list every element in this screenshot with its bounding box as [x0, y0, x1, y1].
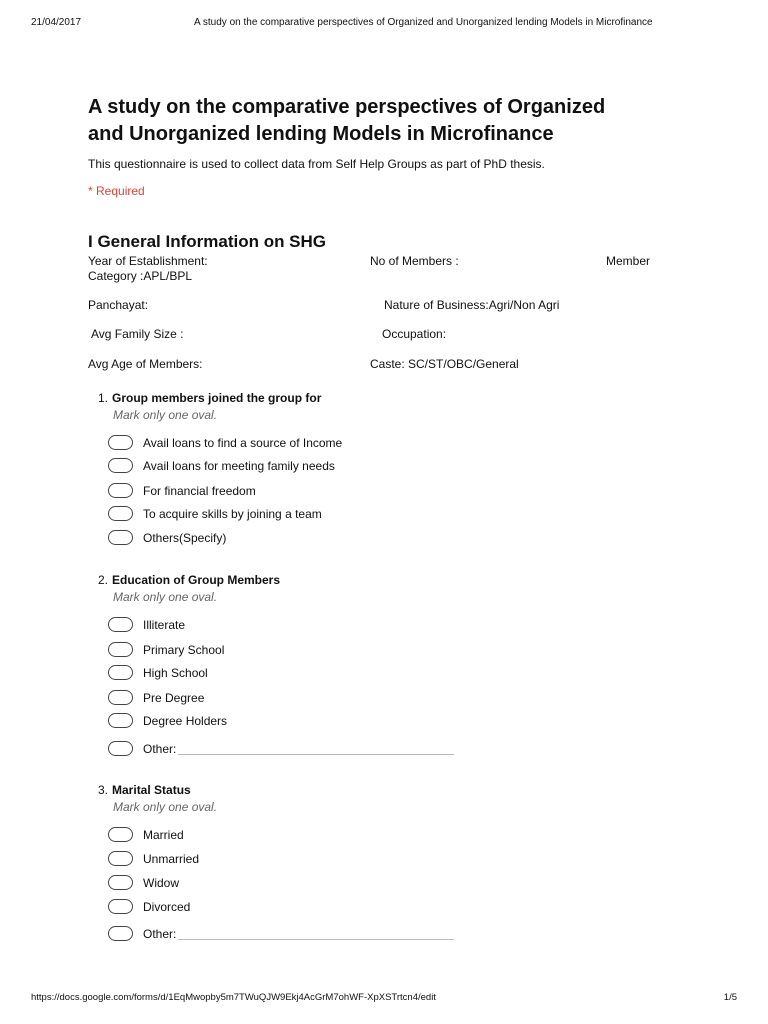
option-q1-5[interactable] [108, 530, 226, 545]
print-header-title: A study on the comparative perspectives of Organized and Unorganized lending Models in Microfinance [194, 17, 653, 28]
option-label: For financial freedom [143, 483, 256, 498]
option-label: Widow [143, 875, 180, 890]
panchayat-label: Panchayat: [88, 298, 149, 312]
question-number: 1. [98, 391, 109, 405]
section-title: I General Information on SHG [88, 232, 327, 251]
option-label: High School [143, 665, 208, 680]
option-q2-1[interactable] [108, 617, 185, 632]
radio-oval[interactable] [108, 617, 133, 632]
print-footer [31, 992, 737, 1003]
radio-oval[interactable] [108, 827, 133, 842]
form-title-line2: and Unorganized lending Models in Microfinance [88, 123, 554, 145]
option-label: Other: [143, 926, 177, 941]
no-of-members-label: No of Members : [370, 254, 459, 268]
avg-family-size-label: Avg Family Size : [91, 327, 184, 341]
radio-oval[interactable] [108, 741, 133, 756]
occupation-label: Occupation: [382, 327, 447, 341]
question-hint: Mark only one oval. [113, 800, 218, 814]
option-q1-2[interactable] [108, 458, 335, 473]
option-label: Others(Specify) [143, 530, 227, 545]
option-label: Other: [143, 741, 177, 756]
radio-oval[interactable] [108, 926, 133, 941]
required-note: * Required [88, 184, 145, 198]
option-q3-1[interactable] [108, 827, 184, 842]
option-label: Avail loans for meeting family needs [143, 458, 335, 473]
radio-oval[interactable] [108, 530, 133, 545]
option-label: Divorced [143, 899, 191, 914]
radio-oval[interactable] [108, 458, 133, 473]
page-number: 1/5 [723, 992, 737, 1003]
option-label: Pre Degree [143, 690, 205, 705]
option-q1-3[interactable] [108, 483, 256, 498]
nature-of-business-label: Nature of Business:Agri/Non Agri [384, 298, 560, 312]
option-q2-3[interactable] [108, 665, 208, 680]
other-text-input[interactable] [178, 742, 454, 755]
radio-oval[interactable] [108, 483, 133, 498]
question-hint: Mark only one oval. [113, 408, 218, 422]
form-description: This questionnaire is used to collect data from Self Help Groups as part of PhD thesis. [88, 157, 545, 171]
option-q3-other[interactable] [108, 926, 454, 941]
category-label: Category :APL/BPL [88, 269, 193, 283]
option-q2-4[interactable] [108, 690, 204, 705]
option-q2-5[interactable] [108, 713, 227, 728]
avg-age-label: Avg Age of Members: [88, 357, 203, 371]
option-label: To acquire skills by joining a team [143, 506, 322, 521]
option-q3-2[interactable] [108, 851, 199, 866]
footer-url: https://docs.google.com/forms/d/1EqMwopby5m7TWuQJW9Ekj4AcGrM7ohWF-XpXSTrtcn4/edit [31, 992, 436, 1003]
question-text: Marital Status [112, 783, 191, 797]
question-title [98, 391, 321, 405]
form-title-line1: A study on the comparative perspectives of Organized [88, 96, 606, 118]
form-content [88, 94, 688, 941]
question-title [98, 573, 280, 587]
member-label: Member [606, 254, 651, 268]
question-1 [98, 391, 321, 422]
radio-oval[interactable] [108, 690, 133, 705]
radio-oval[interactable] [108, 435, 133, 450]
option-label: Married [143, 827, 184, 842]
radio-oval[interactable] [108, 713, 133, 728]
question-number: 2. [98, 573, 109, 587]
question-number: 3. [98, 783, 109, 797]
form-title [88, 94, 688, 148]
option-label: Primary School [143, 642, 225, 657]
option-q3-3[interactable] [108, 875, 179, 890]
other-text-input[interactable] [178, 927, 454, 940]
radio-oval[interactable] [108, 642, 133, 657]
question-3 [98, 783, 217, 814]
caste-label: Caste: SC/ST/OBC/General [370, 357, 519, 371]
question-text: Education of Group Members [112, 573, 281, 587]
question-title [98, 783, 217, 797]
radio-oval[interactable] [108, 875, 133, 890]
option-q2-2[interactable] [108, 642, 224, 657]
option-label: Avail loans to find a source of Income [143, 435, 343, 450]
question-text: Group members joined the group for [112, 391, 322, 405]
radio-oval[interactable] [108, 899, 133, 914]
radio-oval[interactable] [108, 506, 133, 521]
option-label: Degree Holders [143, 713, 228, 728]
option-label: Unmarried [143, 851, 200, 866]
option-q1-4[interactable] [108, 506, 322, 521]
option-label: Illiterate [143, 617, 186, 632]
radio-oval[interactable] [108, 851, 133, 866]
year-of-establishment-label: Year of Establishment: [88, 254, 208, 268]
option-q3-4[interactable] [108, 899, 190, 914]
question-hint: Mark only one oval. [113, 590, 218, 604]
option-q2-other[interactable] [108, 741, 454, 756]
print-header [31, 17, 737, 28]
option-q1-1[interactable] [108, 435, 342, 450]
radio-oval[interactable] [108, 665, 133, 680]
question-2 [98, 573, 280, 604]
print-date: 21/04/2017 [31, 17, 82, 28]
